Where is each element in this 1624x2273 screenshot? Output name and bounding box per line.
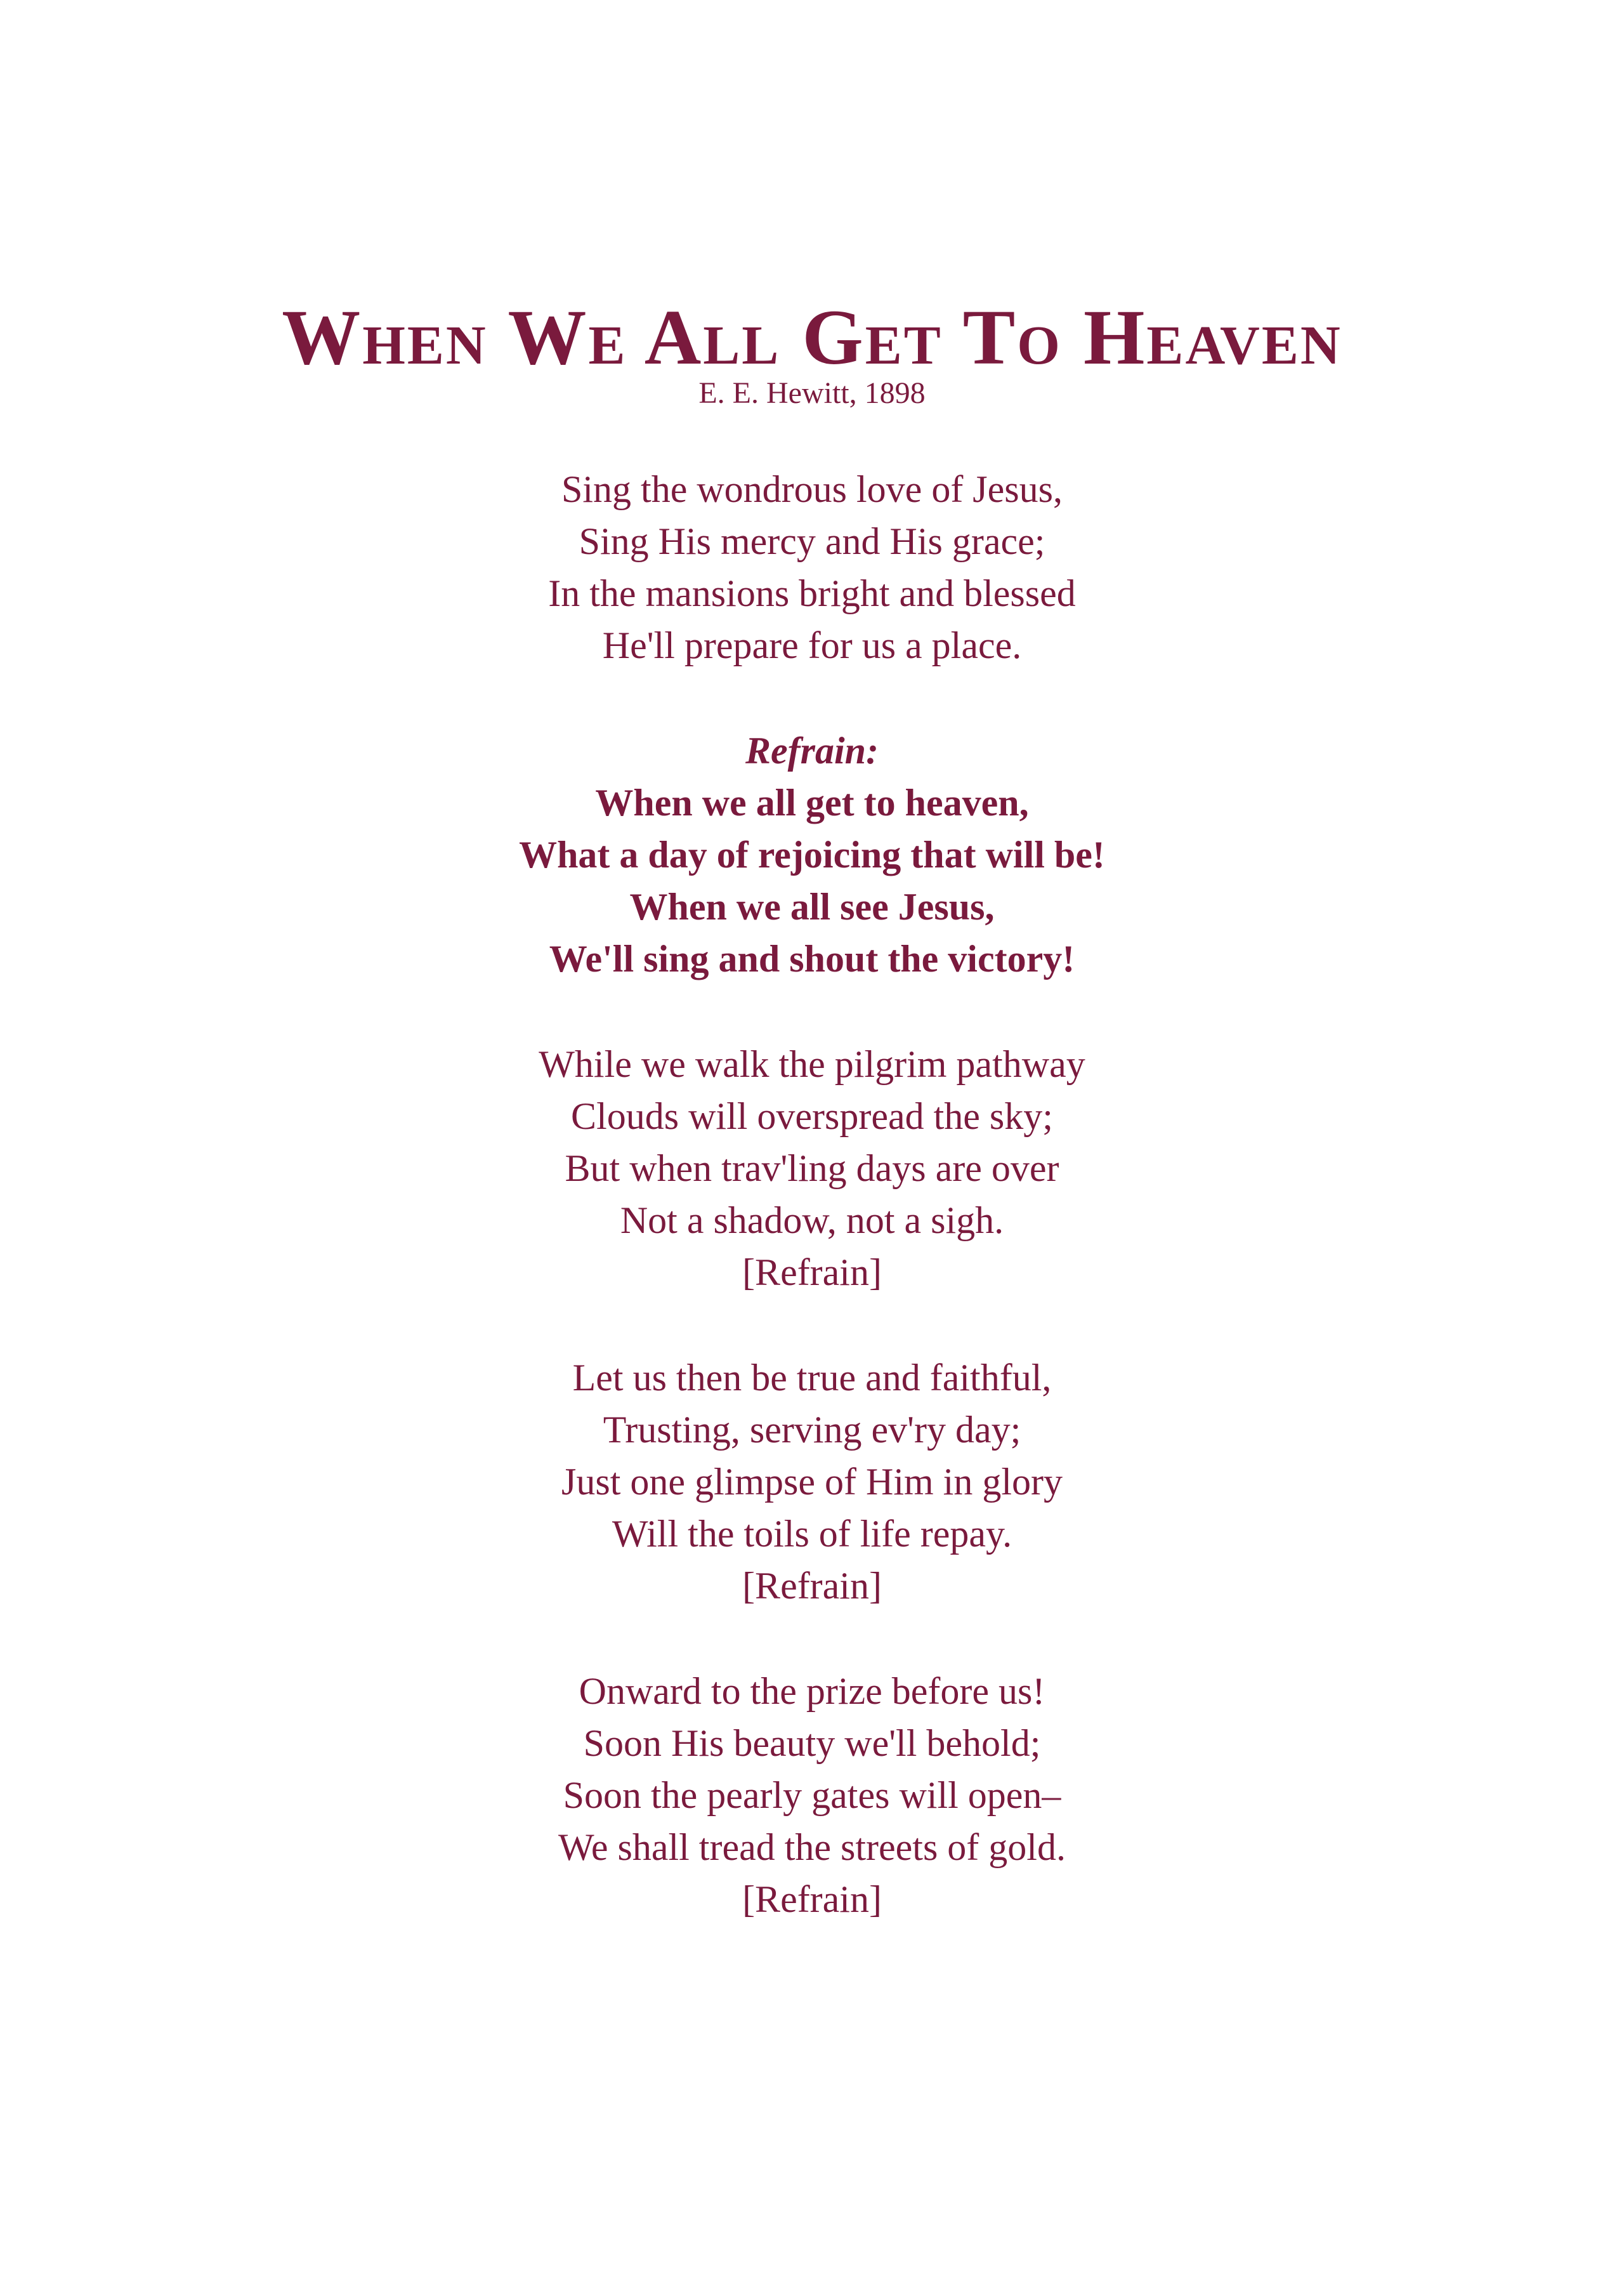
verse-line: Let us then be true and faithful, [572,1357,1052,1399]
verse-line: Trusting, serving ev'ry day; [603,1409,1021,1451]
verse-line: While we walk the pilgrim pathway [539,1043,1085,1085]
verse-line: Will the toils of life repay. [612,1513,1012,1555]
verse-line: Onward to the prize before us! [579,1670,1045,1712]
verse-line: Sing His mercy and His grace; [579,520,1045,562]
verse-line: He'll prepare for us a place. [602,624,1022,666]
hymn-author: E. E. Hewitt, 1898 [698,376,926,410]
verse-line: Soon His beauty we'll behold; [583,1722,1041,1764]
verse-line: Just one glimpse of Him in glory [561,1461,1063,1503]
verse-2 [0,1038,1624,1298]
refrain-line: What a day of rejoicing that will be! [519,834,1105,876]
refrain-marker: [Refrain] [742,1565,882,1607]
verse-line: Soon the pearly gates will open– [563,1774,1061,1816]
verse-1 [0,463,1624,671]
verse-line: But when trav'ling days are over [565,1147,1059,1189]
refrain-label: Refrain: [745,730,879,772]
verse-line: We shall tread the streets of gold. [558,1826,1066,1868]
verse-3 [0,1352,1624,1612]
verse-line: In the mansions bright and blessed [548,572,1076,614]
refrain-line: We'll sing and shout the victory! [549,938,1075,980]
verse-line: Clouds will overspread the sky; [571,1095,1053,1137]
refrain-marker: [Refrain] [742,1251,882,1293]
verse-line: Not a shadow, not a sigh. [620,1199,1004,1241]
verse-line: Sing the wondrous love of Jesus, [561,468,1063,510]
verse-4 [0,1665,1624,1925]
refrain-line: When we all see Jesus, [629,886,995,928]
hymn-title: When We All Get To Heaven [282,294,1342,381]
refrain-line: When we all get to heaven, [595,782,1029,824]
refrain-marker: [Refrain] [742,1878,882,1920]
refrain [0,725,1624,985]
